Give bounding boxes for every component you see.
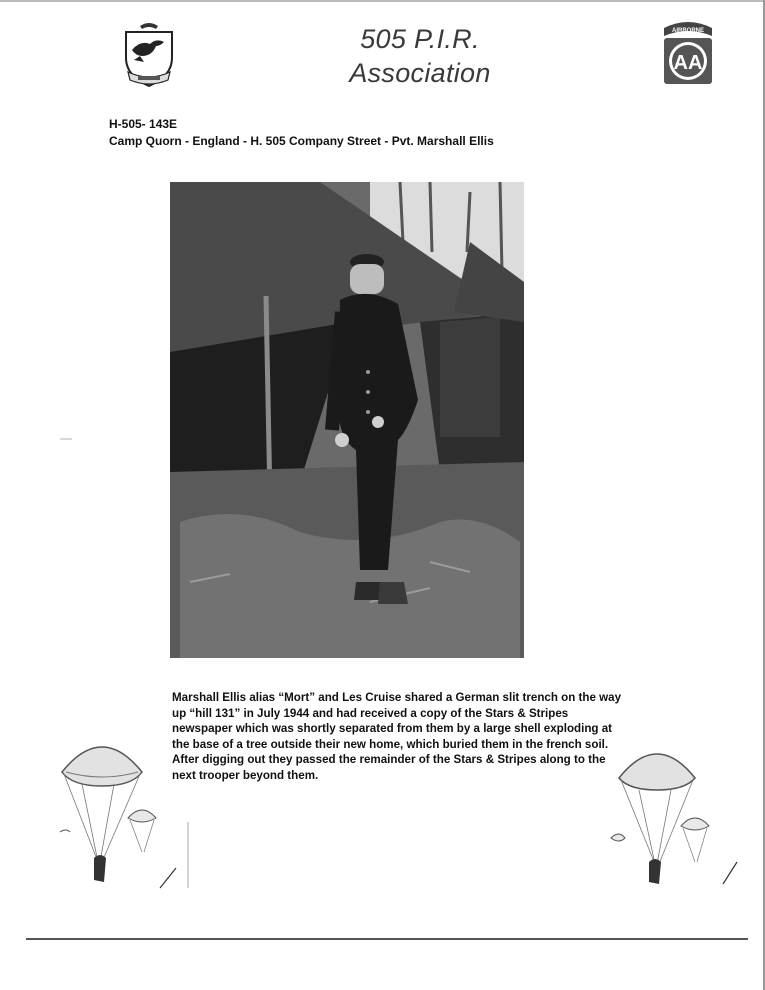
82nd-airborne-patch-icon: [660, 20, 716, 86]
bottom-divider: [26, 938, 748, 940]
association-title: [300, 22, 540, 90]
paratrooper-parachute-icon: [52, 732, 192, 892]
soldier-photo: [170, 182, 524, 658]
svg-text:AA: AA: [673, 52, 703, 74]
paratrooper-parachute-icon: [605, 738, 745, 890]
title-line-1: 505 P.I.R.: [360, 24, 480, 54]
title-line-2: Association: [349, 58, 491, 88]
scan-mark: [60, 438, 72, 440]
document-id: H-505- 143E: [109, 117, 178, 131]
505-pir-crest-icon: [120, 20, 178, 90]
page-border: [0, 0, 765, 2]
photo-caption: Camp Quorn - England - H. 505 Company Street - Pvt. Marshall Ellis: [109, 134, 494, 148]
svg-text:AIRBORNE: AIRBORNE: [671, 28, 705, 34]
story-text: Marshall Ellis alias “Mort” and Les Cruise shared a German slit trench on the way up “hill 131” in July 1944 and had received a copy of the Stars & Stripes newspaper which was shortly separated from them by a large shell exploding at the base of a tree outside their new home, which buried them in the french soil. After digging out they passed the remainder of the Stars & Stripes along to the next trooper beyond them.: [172, 691, 622, 782]
